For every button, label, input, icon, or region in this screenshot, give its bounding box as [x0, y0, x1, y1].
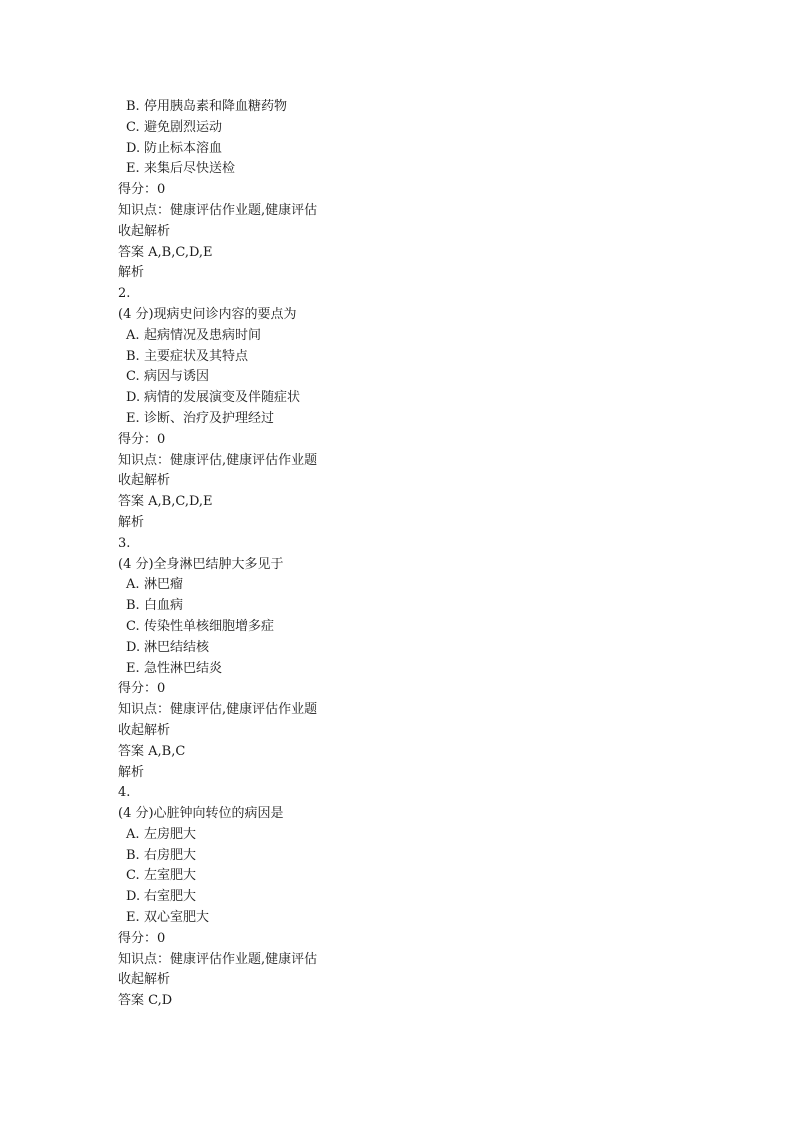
option-a[interactable]: [118, 575, 758, 596]
option-text: 病情的发展演变及伴随症状: [144, 390, 301, 406]
option-a[interactable]: [118, 825, 758, 846]
option-letter: E.: [126, 161, 140, 177]
option-letter: A.: [126, 327, 140, 343]
option-c[interactable]: [118, 367, 758, 388]
option-text: 来集后尽快送检: [144, 161, 236, 177]
option-letter: B.: [126, 99, 140, 114]
option-letter: C.: [126, 868, 140, 884]
option-letter: D.: [126, 140, 141, 156]
answer-text: 答案 C,D: [118, 993, 173, 1009]
collapse-analysis-link[interactable]: 收起解析: [118, 722, 171, 738]
answer-text: 答案 A,B,C,D,E: [118, 244, 213, 260]
option-b[interactable]: [118, 846, 758, 867]
knowledge-point: 知识点：健康评估,健康评估作业题: [118, 452, 318, 468]
question-block-3: [118, 534, 758, 784]
collapse-analysis-link[interactable]: 收起解析: [118, 972, 171, 988]
option-letter: D.: [126, 390, 141, 406]
option-b[interactable]: [118, 97, 758, 118]
option-text: 双心室肥大: [144, 910, 210, 926]
option-d[interactable]: [118, 638, 758, 659]
option-b[interactable]: [118, 347, 758, 368]
question-text: (4 分)心脏钟向转位的病因是: [118, 806, 284, 822]
question-block-2: [118, 284, 758, 534]
option-letter: E.: [126, 410, 140, 426]
option-text: 防止标本溶血: [144, 140, 223, 156]
option-text: 右室肥大: [144, 889, 197, 905]
option-e[interactable]: [118, 409, 758, 430]
option-text: 传染性单核细胞增多症: [144, 618, 275, 634]
option-e[interactable]: [118, 159, 758, 180]
analysis-label: 解析: [118, 764, 145, 780]
option-text: 起病情况及患病时间: [144, 327, 262, 343]
question-number: 3.: [118, 535, 131, 551]
option-letter: C.: [126, 369, 140, 385]
option-text: 右房肥大: [144, 847, 197, 863]
question-number: 4.: [118, 785, 131, 801]
option-text: 左室肥大: [144, 868, 197, 884]
option-text: 病因与诱因: [144, 369, 210, 385]
option-text: 诊断、治疗及护理经过: [144, 410, 275, 426]
option-letter: A.: [126, 577, 140, 593]
option-text: 淋巴瘤: [144, 577, 184, 593]
score-text: 得分：0: [118, 431, 166, 447]
option-c[interactable]: [118, 866, 758, 887]
option-letter: A.: [126, 826, 140, 842]
option-text: 左房肥大: [144, 826, 197, 842]
score-text: 得分：0: [118, 681, 166, 697]
question-number: 2.: [118, 286, 131, 302]
question-block-4: [118, 783, 758, 1012]
question-block-1: [118, 97, 758, 284]
option-text: 避免剧烈运动: [144, 119, 223, 135]
option-d[interactable]: [118, 887, 758, 908]
option-e[interactable]: [118, 659, 758, 680]
option-letter: B.: [126, 348, 140, 364]
document-page: [118, 97, 758, 1012]
option-d[interactable]: [118, 139, 758, 160]
analysis-label: 解析: [118, 265, 145, 281]
question-text: (4 分)现病史问诊内容的要点为: [118, 306, 297, 322]
option-letter: C.: [126, 119, 140, 135]
option-letter: D.: [126, 889, 141, 905]
option-letter: B.: [126, 598, 140, 614]
collapse-analysis-link[interactable]: 收起解析: [118, 223, 171, 239]
question-text: (4 分)全身淋巴结肿大多见于: [118, 556, 284, 572]
knowledge-point: 知识点：健康评估,健康评估作业题: [118, 702, 318, 718]
knowledge-point: 知识点：健康评估作业题,健康评估: [118, 202, 318, 218]
knowledge-point: 知识点：健康评估作业题,健康评估: [118, 951, 318, 967]
option-text: 急性淋巴结炎: [144, 660, 223, 676]
option-letter: E.: [126, 910, 140, 926]
option-letter: E.: [126, 660, 140, 676]
option-d[interactable]: [118, 388, 758, 409]
option-text: 主要症状及其特点: [144, 348, 249, 364]
option-e[interactable]: [118, 908, 758, 929]
option-letter: D.: [126, 639, 141, 655]
score-text: 得分：0: [118, 930, 166, 946]
option-text: 白血病: [144, 598, 184, 614]
answer-text: 答案 A,B,C,D,E: [118, 494, 213, 510]
option-letter: B.: [126, 847, 140, 863]
collapse-analysis-link[interactable]: 收起解析: [118, 473, 171, 489]
option-text: 淋巴结结核: [144, 639, 210, 655]
option-text: 停用胰岛素和降血糖药物: [144, 99, 288, 114]
option-c[interactable]: [118, 118, 758, 139]
option-a[interactable]: [118, 326, 758, 347]
analysis-label: 解析: [118, 514, 145, 530]
option-letter: C.: [126, 618, 140, 634]
option-b[interactable]: [118, 596, 758, 617]
option-c[interactable]: [118, 617, 758, 638]
score-text: 得分：0: [118, 182, 166, 198]
answer-text: 答案 A,B,C: [118, 743, 186, 759]
